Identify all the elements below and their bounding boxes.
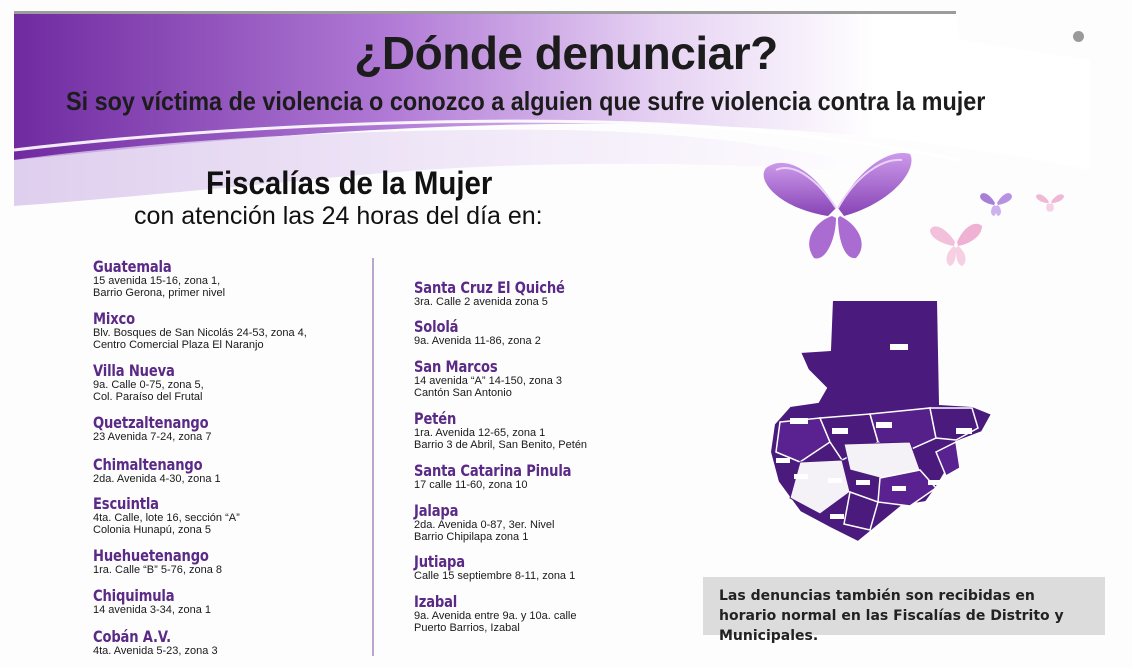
butterfly-icon xyxy=(978,188,1014,218)
butterfly-icon xyxy=(928,216,984,268)
location-jutiapa xyxy=(414,553,575,582)
location-escuintla xyxy=(93,495,240,536)
address-line: 4ta. Calle, lote 16, sección “A” xyxy=(93,512,240,524)
address-line: 3ra. Calle 2 avenida zona 5 xyxy=(414,296,548,308)
address-line: Barrio Gerona, primer nivel xyxy=(93,287,226,299)
location-peten xyxy=(414,410,587,451)
city-name: Cobán A.V. xyxy=(93,627,171,646)
address-line: 14 avenida “A” 14-150, zona 3 xyxy=(414,375,562,387)
address-line: 9a. Avenida 11-86, zona 2 xyxy=(414,335,541,347)
address-line: 14 avenida 3-34, zona 1 xyxy=(93,604,212,616)
top-rule xyxy=(14,11,956,14)
city-name: Santa Cruz El Quiché xyxy=(414,278,565,297)
location-izabal xyxy=(414,593,576,634)
city-name: Jalapa xyxy=(414,501,459,520)
city-name: Petén xyxy=(414,409,457,428)
address-line: 9a. Avenida entre 9a. y 10a. calle xyxy=(414,610,577,622)
location-huehuetenango xyxy=(93,547,234,576)
city-name: Chimaltenango xyxy=(93,455,203,474)
location-quetzaltenango xyxy=(93,414,234,443)
city-name: Huehuetenango xyxy=(93,546,209,565)
location-chimaltenango xyxy=(93,456,227,485)
address-line: 4ta. Avenida 5-23, zona 3 xyxy=(93,645,218,657)
address-line: 23 Avenida 7-24, zona 7 xyxy=(93,431,212,443)
city-name: Mixco xyxy=(93,309,135,328)
location-chiquimula xyxy=(93,587,211,616)
address-line: Blv. Bosques de San Nicolás 24-53, zona 4, xyxy=(93,327,307,339)
city-name: Santa Catarina Pinula xyxy=(414,461,572,480)
address-line: Barrio 3 de Abril, San Benito, Petén xyxy=(414,439,588,451)
location-villa-nueva xyxy=(93,362,204,403)
address-line: Calle 15 septiembre 8-11, zona 1 xyxy=(414,570,576,582)
note-text: Las denuncias también son recibidas en horario normal en las Fiscalías de Distrito y Municipales. xyxy=(719,588,1064,644)
address-line: 1ra. Avenida 12-65, zona 1 xyxy=(414,427,546,439)
section-subheading: con atención las 24 horas del día en: xyxy=(134,202,543,230)
location-san-marcos xyxy=(414,358,562,399)
city-name: Chiquimula xyxy=(93,586,175,605)
city-name: San Marcos xyxy=(414,357,498,376)
city-name: Villa Nueva xyxy=(93,361,175,380)
column-divider xyxy=(372,258,374,656)
address-line: Centro Comercial Plaza El Naranjo xyxy=(93,339,264,351)
butterfly-icon xyxy=(1034,190,1066,214)
location-coban xyxy=(93,628,218,657)
address-line: 1ra. Calle “B” 5-76, zona 8 xyxy=(93,564,223,576)
note-box xyxy=(703,577,1105,644)
butterfly-icon xyxy=(758,146,916,264)
city-name: Escuintla xyxy=(93,494,159,513)
address-line: Barrio Chipilapa zona 1 xyxy=(414,531,529,543)
address-line: Colonia Hunapú, zona 5 xyxy=(93,524,212,536)
location-solola xyxy=(414,318,541,347)
city-name: Guatemala xyxy=(93,257,172,276)
address-line: Puerto Barrios, Izabal xyxy=(414,622,520,634)
guatemala-map-icon xyxy=(760,292,1000,544)
location-santa-catarina-pinula xyxy=(414,462,606,491)
address-line: 15 avenida 15-16, zona 1, xyxy=(93,275,221,287)
city-name: Izabal xyxy=(414,592,458,611)
location-santa-cruz-el-quiche xyxy=(414,279,598,308)
location-jalapa xyxy=(414,502,554,543)
section-heading: Fiscalías de la Mujer xyxy=(206,165,493,201)
address-line: Cantón San Antonio xyxy=(414,387,512,399)
address-line: Col. Paraíso del Frutal xyxy=(93,391,203,403)
address-line: 2da. Avenida 4-30, zona 1 xyxy=(93,473,221,485)
page-title: ¿Dónde denunciar? xyxy=(354,27,778,79)
address-line: 17 calle 11-60, zona 10 xyxy=(414,479,528,491)
location-mixco xyxy=(93,310,307,351)
address-line: 9a. Calle 0-75, zona 5, xyxy=(93,379,204,391)
page-subtitle: Si soy víctima de violencia o conozco a alguien que sufre violencia contra la mujer xyxy=(66,86,986,116)
city-name: Quetzaltenango xyxy=(93,413,209,432)
location-guatemala xyxy=(93,258,225,299)
city-name: Jutiapa xyxy=(414,552,465,571)
city-name: Sololá xyxy=(414,317,459,336)
address-line: 2da. Avenida 0-87, 3er. Nivel xyxy=(414,519,555,531)
